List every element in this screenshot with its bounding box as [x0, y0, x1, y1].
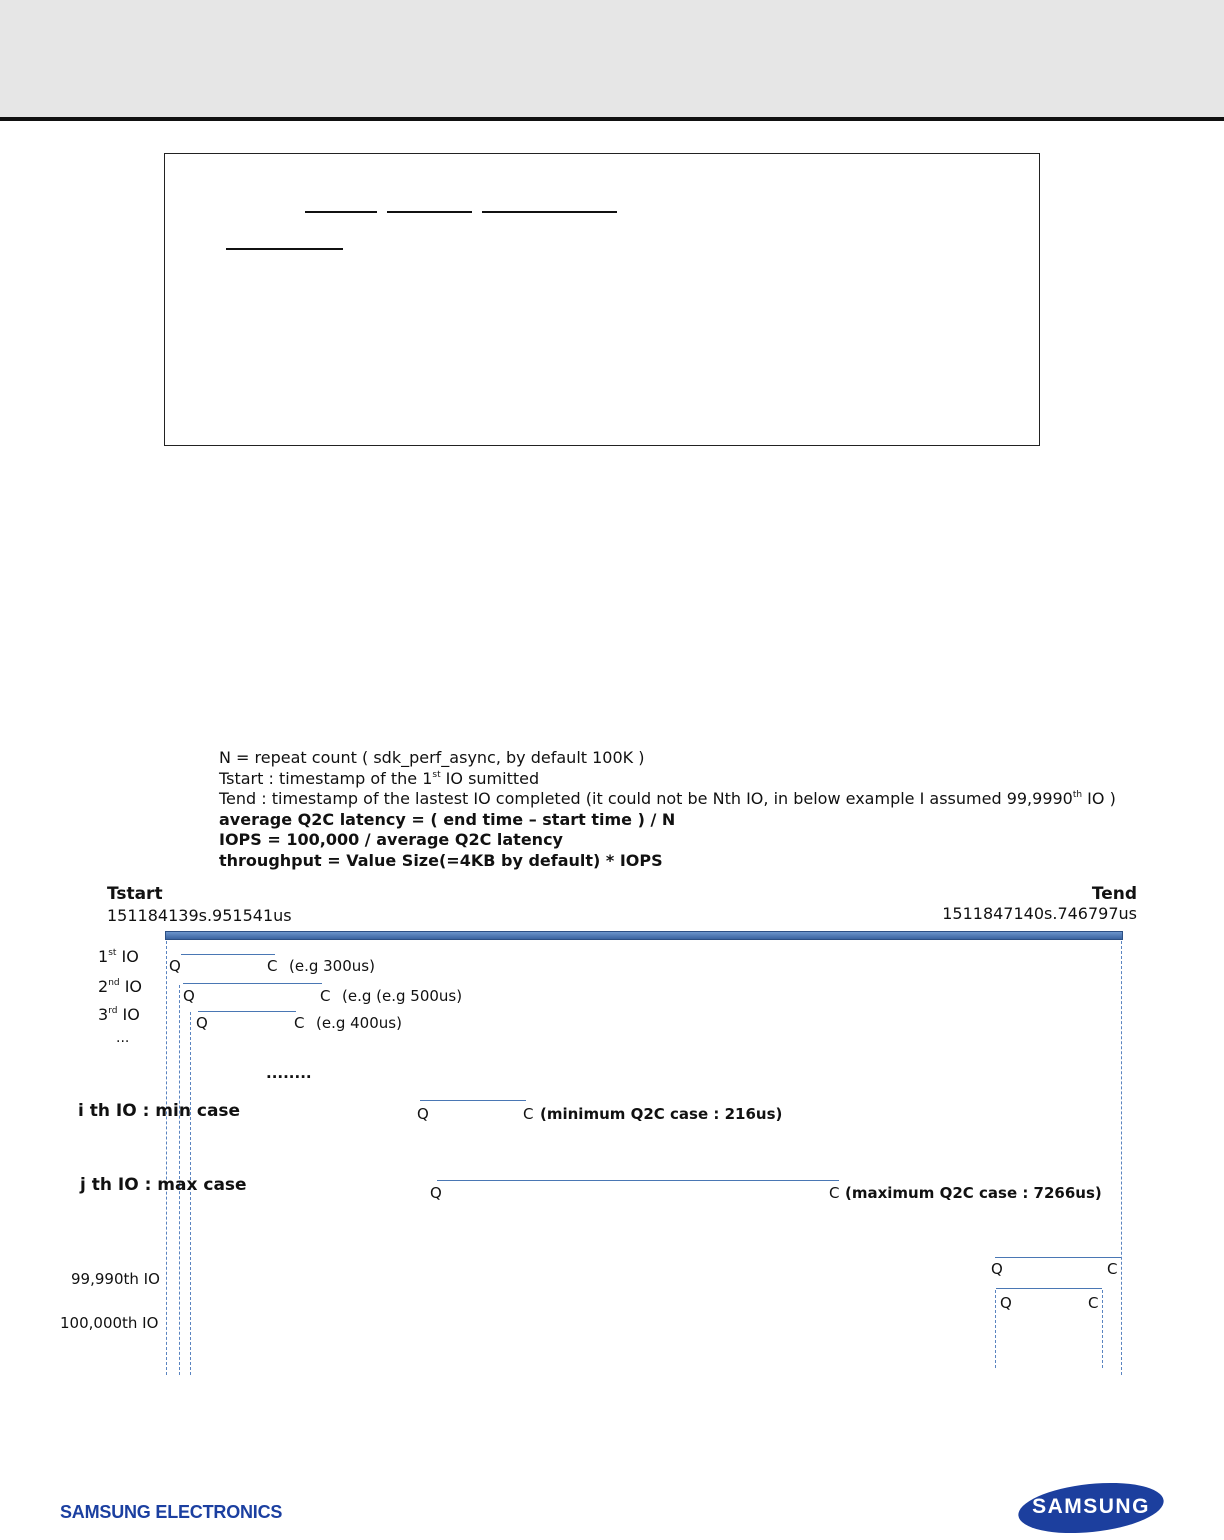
vline-last-c [1102, 1290, 1103, 1368]
tstart-value: 151184139s.951541us [107, 906, 292, 925]
tstart-label: Tstart [107, 884, 163, 904]
min-c-marker: C [523, 1105, 534, 1123]
min-case-label: i th IO : min case [78, 1101, 241, 1121]
io-row-note: (e.g (e.g 500us) [342, 987, 463, 1005]
io-99990-line [995, 1257, 1121, 1258]
ellipsis-dots: ........ [266, 1064, 312, 1082]
formula-n: N = repeat count ( sdk_perf_async, by default 100K ) [219, 748, 645, 767]
min-q-marker: Q [417, 1105, 429, 1123]
vline-tstart [166, 941, 167, 1375]
formula-throughput: throughput = Value Size(=4KB by default) * IOPS [219, 850, 663, 870]
ellipsis-small: ... [116, 1030, 130, 1046]
underline-3 [482, 211, 617, 213]
io-99990-c-marker: C [1107, 1260, 1118, 1278]
max-q2c-line [437, 1180, 839, 1181]
tend-label: Tend [1091, 884, 1137, 904]
logo-text: SAMSUNG [1032, 1495, 1150, 1518]
vline-last-q [995, 1290, 996, 1368]
c-marker: C [267, 957, 278, 975]
formula-tend: Tend : timestamp of the lastest IO completed (it could not be Nth IO, in below example I assumed 99,9990th IO ) [219, 789, 1116, 808]
q2c-line [183, 983, 322, 984]
q-marker: Q [196, 1014, 208, 1032]
max-case-note: (maximum Q2C case : 7266us) [845, 1184, 1102, 1202]
io-100000-q-marker: Q [1000, 1294, 1012, 1312]
max-q-marker: Q [430, 1184, 442, 1202]
c-marker: C [294, 1014, 305, 1032]
formula-iops: IOPS = 100,000 / average Q2C latency [219, 830, 563, 849]
footer-brand: SAMSUNG ELECTRONICS [60, 1502, 283, 1522]
formula-average: average Q2C latency = ( end time – start time ) / N [219, 809, 676, 829]
header-rule [0, 117, 1224, 121]
io-99990-q-marker: Q [991, 1260, 1003, 1278]
io-100000-label: 100,000th IO [60, 1314, 159, 1332]
io-row-note: (e.g 400us) [316, 1014, 402, 1032]
formula-tstart: Tstart : timestamp of the 1st IO sumitted [219, 768, 540, 788]
max-c-marker: C [829, 1184, 840, 1202]
tend-value: 1511847140s.746797us [942, 904, 1137, 923]
io-99990-label: 99,990th IO [71, 1270, 160, 1288]
io-row-label: 3rd IO [98, 1005, 140, 1024]
underline-4 [226, 248, 343, 250]
formula-block [219, 748, 1116, 871]
text-box-frame [164, 153, 1040, 446]
header-band [0, 0, 1224, 117]
q2c-line [181, 954, 275, 955]
timeline-bar [165, 931, 1123, 940]
underline-2 [387, 211, 472, 213]
io-100000-c-marker: C [1088, 1294, 1099, 1312]
io-row-label: 1st IO [98, 947, 139, 966]
max-case-label: j th IO : max case [80, 1175, 247, 1195]
min-case-note: (minimum Q2C case : 216us) [540, 1105, 783, 1123]
q-marker: Q [183, 987, 195, 1005]
min-q2c-line [420, 1100, 526, 1101]
io-row-label: 2nd IO [98, 977, 143, 996]
c-marker: C [320, 987, 331, 1005]
io-100000-line [996, 1288, 1102, 1289]
samsung-logo [1018, 1484, 1164, 1532]
q-marker: Q [169, 957, 181, 975]
q2c-line [198, 1011, 296, 1012]
vline-tend [1121, 941, 1122, 1375]
io-row-note: (e.g 300us) [289, 957, 375, 975]
underline-1 [305, 211, 377, 213]
